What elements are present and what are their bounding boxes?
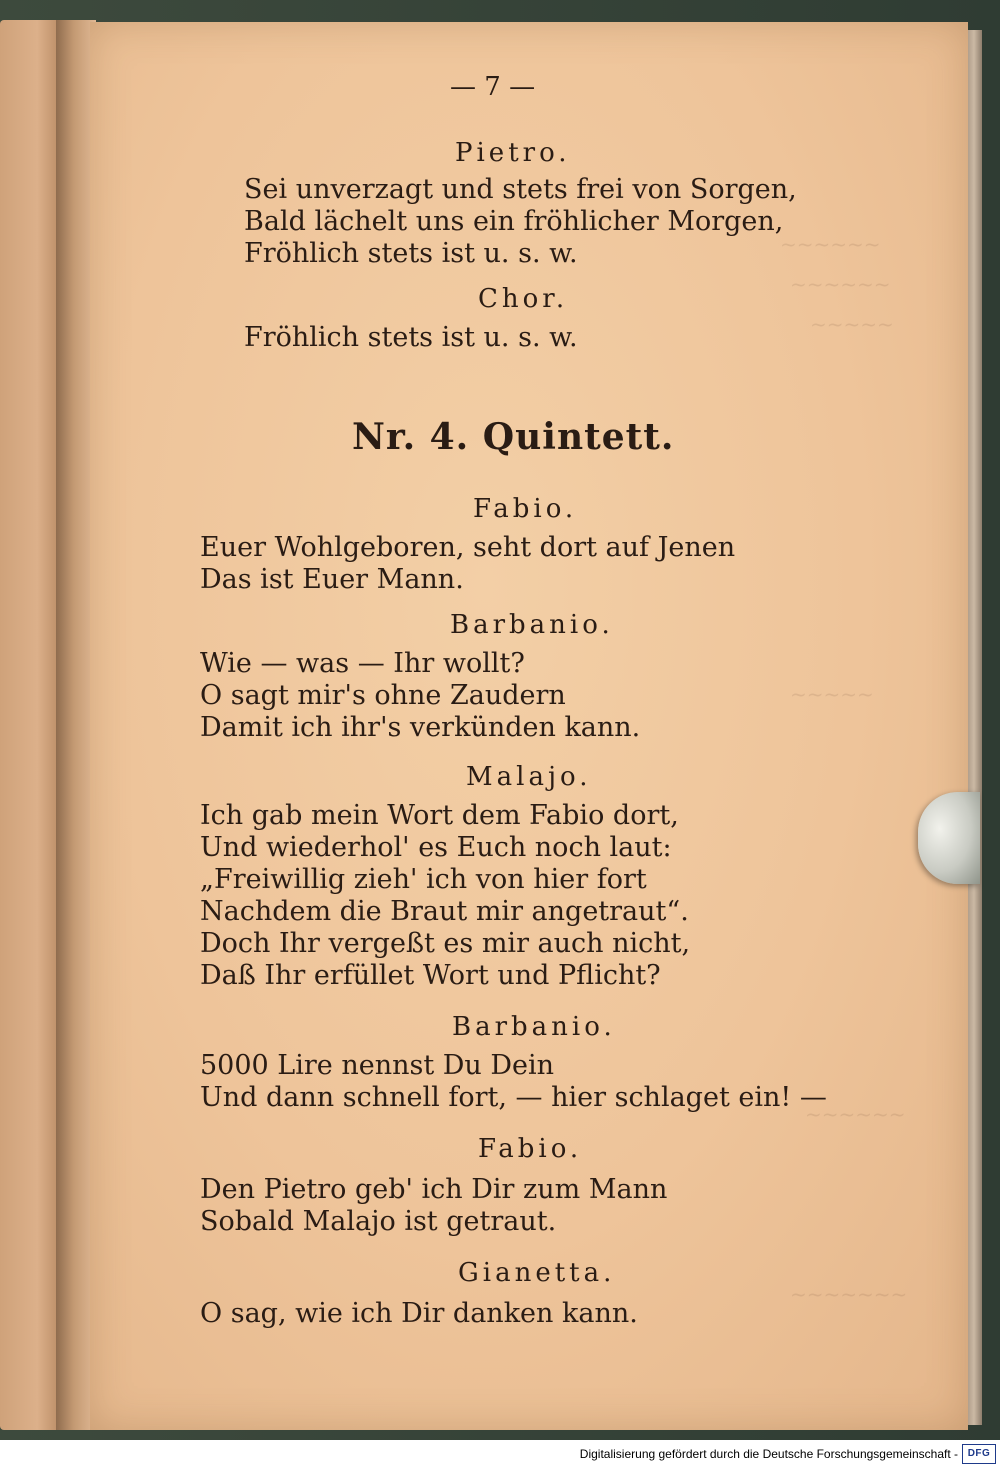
verse-line: Den Pietro geb' ich Dir zum Mann — [200, 1174, 668, 1205]
bleed-through-text: ~~~~~~ — [780, 232, 881, 256]
speaker-fabio: Fabio. — [478, 1134, 583, 1164]
dfg-logo: DFG — [962, 1444, 996, 1464]
speaker-barbanio: Barbanio. — [452, 1012, 616, 1042]
verse-line: 5000 Lire nennst Du Dein — [200, 1050, 555, 1081]
verse-line: Und dann schnell fort, — hier schlaget ein! — — [200, 1082, 827, 1113]
speaker-malajo: Malajo. — [466, 762, 592, 792]
speaker-fabio: Fabio. — [473, 494, 578, 524]
verse-line: Fröhlich stets ist u. s. w. — [244, 322, 578, 353]
page-number: — 7 — — [450, 72, 536, 102]
speaker-gianetta: Gianetta. — [458, 1258, 616, 1288]
verse-line: Fröhlich stets ist u. s. w. — [244, 238, 578, 269]
verse-line: Nachdem die Braut mir angetraut“. — [200, 896, 689, 927]
section-heading: Nr. 4. Quintett. — [352, 416, 675, 458]
verse-line: Euer Wohlgeboren, seht dort auf Jenen — [200, 532, 736, 563]
verse-line: Und wiederhol' es Euch noch laut: — [200, 832, 672, 863]
bleed-through-text: ~~~~~~ — [805, 1102, 906, 1126]
verse-line: Wie — was — Ihr wollt? — [200, 648, 525, 679]
verse-line: Doch Ihr vergeßt es mir auch nicht, — [200, 928, 691, 959]
bleed-through-text: ~~~~~~~ — [790, 1282, 908, 1306]
page-clip-tab — [918, 792, 980, 884]
funding-notice: Digitalisierung gefördert durch die Deutsche Forschungsgemeinschaft - — [579, 1447, 958, 1461]
verse-line: Daß Ihr erfüllet Wort und Pflicht? — [200, 960, 661, 991]
speaker-chor: Chor. — [478, 284, 569, 314]
bleed-through-text: ~~~~~ — [790, 682, 874, 706]
verse-line: Sobald Malajo ist getraut. — [200, 1206, 557, 1237]
verse-line: Damit ich ihr's verkünden kann. — [200, 712, 641, 743]
speaker-barbanio: Barbanio. — [450, 610, 614, 640]
bleed-through-text: ~~~~~~ — [790, 272, 891, 296]
speaker-pietro: Pietro. — [455, 138, 571, 168]
verse-line: Sei unverzagt und stets frei von Sorgen, — [244, 174, 797, 205]
verse-line: Ich gab mein Wort dem Fabio dort, — [200, 800, 679, 831]
bleed-through-text: ~~~~~ — [810, 312, 894, 336]
verse-line: Das ist Euer Mann. — [200, 564, 464, 595]
facing-page-edge — [0, 20, 62, 1430]
page-stack-edge — [966, 30, 982, 1425]
verse-line: O sagt mir's ohne Zaudern — [200, 680, 566, 711]
verse-line: „Freiwillig zieh' ich von hier fort — [200, 864, 647, 895]
verse-line: O sag, wie ich Dir danken kann. — [200, 1298, 638, 1329]
verse-line: Bald lächelt uns ein fröhlicher Morgen, — [244, 206, 784, 237]
